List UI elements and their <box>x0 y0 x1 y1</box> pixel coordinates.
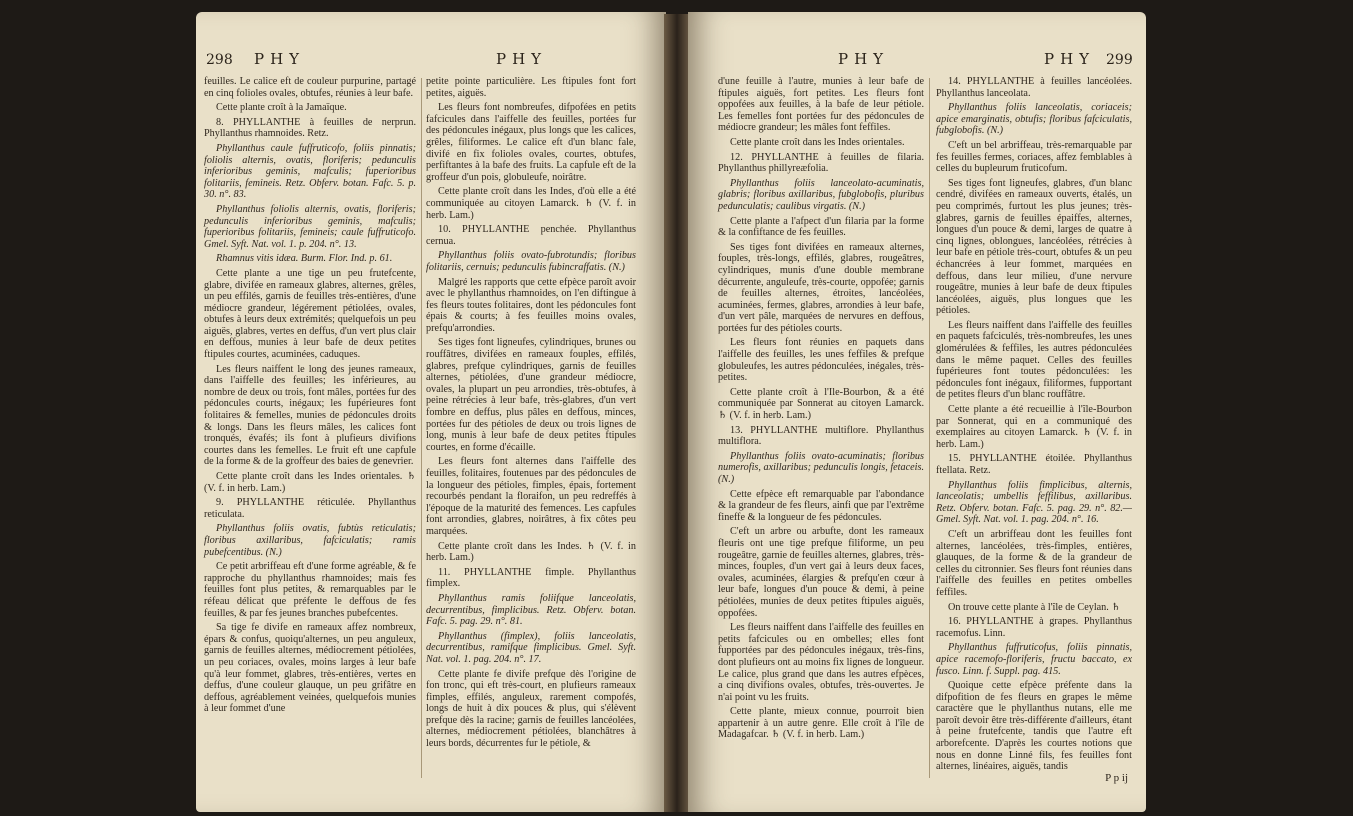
paragraph: Cette efpèce eft remarquable par l'abondance & la grandeur de fes fleurs, ainfi que par l'extrême fineffe & la longueur de fes pédoncules. <box>718 488 924 523</box>
latin-description: Phyllanthus foliis ovatis, fubtùs reticulatis; floribus axillaribus, fafciculatis; ramis pubefcentibus. (N.) <box>204 523 416 558</box>
paragraph: Cette plante croît à l'Ile-Bourbon, & a été communiquée par Sonnerat au citoyen Lamarck. ♄ (V. f. in herb. Lam.) <box>718 386 924 422</box>
latin-description: Phyllanthus caule fuffruticofo, foliis pinnatis; foliolis alternis, ovatis, floriferis; pedunculis inferioribus geminis, mafculis; fuperioribus folitariis, femineis. Retz. Obferv. botan. Fafc. 5. p. 30. n°. 83. <box>204 142 416 201</box>
paragraph: Ce petit arbriffeau eft d'une forme agréable, & fe rapproche du phyllanthus rhamnoides; mais fes feuilles font plus petites, & remarquables par le réfeau délicat que préfente le deffous de fes feuilles, & par fes jeunes branches pubefcentes. <box>204 561 416 619</box>
left-column-divider <box>421 78 422 778</box>
paragraph: Malgré les rapports que cette efpèce paroît avoir avec le phyllanthus rhamnoides, on l'en diftingue à fes fleurs toutes folitaires, dont les pédoncules font épais & courts; à fes feuilles moins ovales, prefqu'arrondies. <box>426 276 636 334</box>
paragraph: Sa tige fe divife en rameaux affez nombreux, épars & confus, quoiqu'alternes, un peu anguleux, garnis de feuilles alternes, médiocrement pétiolées, un peu coriaces, ovales, moins larges à leur bafe qu'à leur fommet, glabres, très-entières, vertes en deffus, d'une couleur glauque, un peu grifâtre en deffous, agréablement veinées, quelquefois munies à leur fommet d'une <box>204 622 416 715</box>
latin-description: Phyllanthus foliis ovato-fubrotundis; floribus folitariis, cernuis; pedunculis fubincraffatis. (N.) <box>426 250 636 273</box>
right-running-head-2: PHY <box>1044 50 1096 68</box>
book-gutter <box>664 14 690 812</box>
species-heading: 15. PHYLLANTHE étoilée. Phyllanthus ftellata. Retz. <box>936 453 1132 476</box>
paragraph: Cette plante croît dans les Indes orientales. <box>730 136 905 148</box>
species-heading: 13. PHYLLANTHE multiflore. Phyllanthus multiflora. <box>718 424 924 448</box>
left-column-1 <box>204 76 416 718</box>
latin-description: Phyllanthus foliis ovato-acuminatis; floribus numerofis, axillaribus; pedunculis longis, fetaceis. (N.) <box>718 450 924 485</box>
left-column-2 <box>426 76 636 753</box>
paragraph: Cette plante croît dans les Indes. ♄ (V. f. in herb. Lam.) <box>426 540 636 564</box>
species-heading: 16. PHYLLANTHE à grapes. Phyllanthus racemofus. Linn. <box>936 616 1132 639</box>
paragraph: C'eft un arbre ou arbufte, dont les rameaux fleuris ont une tige prefque filiforme, un peu rougeâtre, garnie de feuilles alternes, glabres, très-minces, fouples, d'un vert gai à leurs deux faces, ovales, acuminées, élargies & prefqu'en cœur à leur bafe, longues d'un pouce & demi, à peine pétiolées, munies de deux petites ftipules aiguës, oppofées. <box>718 526 924 619</box>
paragraph: Ses tiges font ligneufes, glabres, d'un blanc cendré, divifées en rameaux ouverts, étalés, un peu comprimés, furtout les plus jeunes; très-glabres, garnis de feuilles épaiffes, alternes, longues d'un pouce & demi, larges de quatre à cinq lignes, oblongues, lancéolées, rétrécies à leur bafe en pétiole très-court, obtufes & un peu échancrées à leur fommet, marquées en deffous, dans leur milieu, d'une nervure rougeâtre, munies à leur bafe de deux ftipules lancéolées, aiguës, plus longues que les pétioles. <box>936 177 1132 317</box>
signature-mark: P p ij <box>1105 772 1128 784</box>
paragraph: Quoique cette efpèce préfente dans la difpofition de fes fleurs en grapes le même caractère que le phyllanthus nutans, elle me paroît devoir être très-différente d'ailleurs, étant à peine frutefcente, tandis que l'autre eft arborefcente. D'après les courtes notions que nous en donne Linné fils, fes feuilles font alternes, linéaires, aiguës, tandis <box>936 680 1132 773</box>
paragraph: Cette plante croît dans les Indes, d'où elle a été communiquée au citoyen Lamarck. ♄ (V. f. in herb. Lam.) <box>426 186 636 221</box>
paragraph: Les fleurs naiffent dans l'aiffelle des feuilles en petits fafcicules ou en ombelles; elles font fupportées par des pédoncules inégaux, très-fins, dont plufieurs ont au moins fix lignes de longueur. Le calice, plus grand que dans les autres efpèces, a cinq divifions ovales, obtufes, très-ouvertes. Je n'ai point vu les fruits. <box>718 622 924 703</box>
latin-description: Phyllanthus (fimplex), foliis lanceolatis, decurrentibus, ramifque fimplicibus. Gmel. Syft. Nat. vol. 1. pag. 204. n°. 17. <box>426 630 636 665</box>
right-column-divider <box>929 78 930 778</box>
left-running-head-2: PHY <box>496 50 548 68</box>
paragraph: Cette plante a été recueillie à l'île-Bourbon par Sonnerat, qui en a communiqué des exemplaires au citoyen Lamarck. ♄ (V. f. in herb. Lam.) <box>936 404 1132 450</box>
latin-description: Phyllanthus foliolis alternis, ovatis, floriferis; pedunculis inferioribus geminis, mafculis; fuperioribus folitariis, femineis; caule fuffruticofo. Gmel. Syft. Nat. vol. 1. p. 204. n°. 13. <box>204 203 416 250</box>
right-running-head-1: PHY <box>838 50 890 68</box>
paragraph: C'eft un bel arbriffeau, très-remarquable par fes feuilles fermes, coriaces, affez femblables à celles du bupleurum fruticofum. <box>936 139 1132 175</box>
latin-description: Rhamnus vitis idæa. Burm. Flor. Ind. p. 61. <box>216 253 393 265</box>
species-heading: 10. PHYLLANTHE penchée. Phyllanthus cernua. <box>426 224 636 247</box>
latin-description: Phyllanthus fuffruticofus, foliis pinnatis, apice racemofo-floriferis, fructu baccato, ex fusco. Linn. f. Suppl. pag. 415. <box>936 642 1132 677</box>
paragraph: Cette plante croît dans les Indes orientales. ♄ (V. f. in herb. Lam.) <box>204 471 416 494</box>
paragraph: Cette plante a une tige un peu frutefcente, glabre, divifée en rameaux glabres, alternes, grêles, un peu effilés, garnis de feuilles très-entières, d'une médiocre grandeur, légérement pétiolées, ovales, obtufes à leurs deux extrémités; quelquefois un peu aiguës, glabres, vertes en deffus, d'un vert plus clair en deffous, munies à leur bafe de deux petites ftipules courtes, acuminées, caduques. <box>204 267 416 361</box>
species-heading: 8. PHYLLANTHE à feuilles de nerprun. Phyllanthus rhamnoides. Retz. <box>204 116 416 140</box>
paragraph: feuilles. Le calice eft de couleur purpurine, partagé en cinq folioles ovales, obtufes, réunies à leur bafe. <box>204 76 416 99</box>
paragraph: Cette plante fe divife prefque dès l'origine de fon tronc, qui eft très-court, en plufieurs rameaux fimples, effilés, anguleux, rarement compofés, longs de huit à dix pouces & plus, qui s'élèvent prefque dès la racine; garnis de feuilles lancéolées, alternes, médiocrement pétiolées, blanchâtres à leurs bords, décurrentes fur le pétiole, & <box>426 668 636 750</box>
right-page-number: 299 <box>1106 52 1133 68</box>
left-page-number: 298 <box>206 52 233 68</box>
right-page <box>688 12 1146 812</box>
latin-description: Phyllanthus foliis fimplicibus, alternis, lanceolatis; umbellis feffilibus, axillaribus. Retz. Obferv. botan. Fafc. 5. pag. 29. n°. 82.— Gmel. Syft. Nat. vol. 1. pag. 204. n°. 16. <box>936 479 1132 526</box>
paragraph: Cette plante croît à la Jamaïque. <box>216 102 347 114</box>
paragraph: C'eft un arbriffeau dont les feuilles font alternes, lancéolées, très-fimples, entières, glauques, de la forme & de la grandeur de celles du citronnier. Ses fleurs font réunies dans l'aiffelle des feuilles en petites ombelles feffiles. <box>936 528 1132 598</box>
paragraph: Cette plante, mieux connue, pourroit bien appartenir à un autre genre. Elle croît à l'île de Madagafcar. ♄ (V. f. in herb. Lam.) <box>718 706 924 741</box>
right-column-1 <box>718 76 924 744</box>
paragraph: Les fleurs font nombreufes, difpofées en petits fafcicules dans l'aiffelle des feuilles, portées fur des pédoncules inégaux, plus longs que les calices, grêles, filiformes. Le calice eft d'un blanc fale, divifé en fix folioles ovales, courtes, obtufes, perfiftantes à la bafe des fruits. La capfule eft de la groffeur d'un pois, globuleufe, noirâtre. <box>426 102 636 183</box>
paragraph: d'une feuille à l'autre, munies à leur bafe de ftipules aiguës, fort petites. Les fleurs font oppofées aux feuilles, à la bafe de leur pétiole. Les femelles font portées fur des pédoncules de médiocre grandeur; les mâles font feffiles. <box>718 76 924 134</box>
paragraph: Ses tiges font ligneufes, cylindriques, brunes ou rouffâtres, divifées en rameaux fouples, effilés, glabres, prefque cylindriques, garnis de feuilles alternes, pétiolées, d'une grandeur médiocre, ovales, la plupart un peu arrondies, très-obtufes, à peine rétrécies à leur bafe, très-glabres, d'un vert fombre en deffus, plus pâles en deffous, minces, portées fur des pétioles de deux ou trois lignes de long, munis à leur bafe de deux petites ftipules courtes, en forme d'écaille. <box>426 337 636 453</box>
left-page <box>196 12 666 812</box>
latin-description: Phyllanthus foliis lanceolato-acuminatis, glabris; floribus axillaribus, fubglobofis, pluribus pedunculatis; caulibus virgatis. (N.) <box>718 177 924 212</box>
paragraph: Les fleurs naiffent dans l'aiffelle des feuilles en paquets fafciculés, très-nombreufes, les unes glomérulées & feffiles, les autres pédonculées dans le même paquet. Celles des feuilles fupérieures font toutes pédonculées: les pédoncules font inégaux, filiformes, fupportant de petites fleurs d'un blanc rouffâtre. <box>936 319 1132 401</box>
paragraph: Les fleurs font réunies en paquets dans l'aiffelle des feuilles, les unes feffiles & prefque globuleufes, les autres pédonculées, inégales, très-petites. <box>718 337 924 384</box>
species-heading: 12. PHYLLANTHE à feuilles de filaria. Phyllanthus phillyreæfolia. <box>718 151 924 175</box>
right-column-2 <box>936 76 1132 776</box>
paragraph: Cette plante a l'afpect d'un filaria par la forme & la confiftance de fes feuilles. <box>718 215 924 239</box>
species-heading: 14. PHYLLANTHE à feuilles lancéolées. Phyllanthus lanceolata. <box>936 76 1132 99</box>
latin-description: Phyllanthus ramis foliifque lanceolatis, decurrentibus, fimplicibus. Retz. Obferv. botan. Fafc. 5. pag. 29. n°. 81. <box>426 592 636 628</box>
paragraph: Ses tiges font divifées en rameaux alternes, fouples, très-longs, effilés, glabres, rougeâtres, cylindriques, munis d'une double membrane décurrente, anguleufe, très-courte, oppofée; garnis de feuilles alternes, étroites, lancéolées, acuminées, fermes, glabres, arrondies à leur bafe, d'un vert pâle, marquées de nervures en deffous, portées fur des pétioles courts. <box>718 241 924 334</box>
paragraph: Les fleurs naiffent le long des jeunes rameaux, dans l'aiffelle des feuilles; les inférieures, au nombre de deux ou trois, font mâles, portées fur des pédoncules courts, inégaux; les fupérieures font folitaires & femelles, munies de pédoncules droits & longs. Dans les fleurs mâles, les calices font tronqués, évafés; ils font à plufieurs divifions courtes dans les femelles. Le fruit eft une capfule de la forme & de la groffeur des baies de genevrier. <box>204 363 416 468</box>
paragraph: petite pointe particulière. Les ftipules font fort petites, aiguës. <box>426 76 636 99</box>
species-heading: 9. PHYLLANTHE réticulée. Phyllanthus reticulata. <box>204 497 416 520</box>
paragraph: On trouve cette plante à l'île de Ceylan. ♄ <box>948 601 1121 613</box>
paragraph: Les fleurs font alternes dans l'aiffelle des feuilles, folitaires, foutenues par des pédoncules de la longueur des pétioles, fimples, épais, fortement recourbés pendant la floraifon, un peu redreffés à l'époque de la maturité des femences. Les capfules font arrondies, glabres, noirâtres, à fix côtes peu marquées. <box>426 456 636 537</box>
left-running-head-1: PHY <box>254 50 306 68</box>
species-heading: 11. PHYLLANTHE fimple. Phyllanthus fimplex. <box>426 566 636 590</box>
latin-description: Phyllanthus foliis lanceolatis, coriaceis; apice emarginatis, obtufis; floribus fafciculatis, fubglobofis. (N.) <box>936 102 1132 137</box>
